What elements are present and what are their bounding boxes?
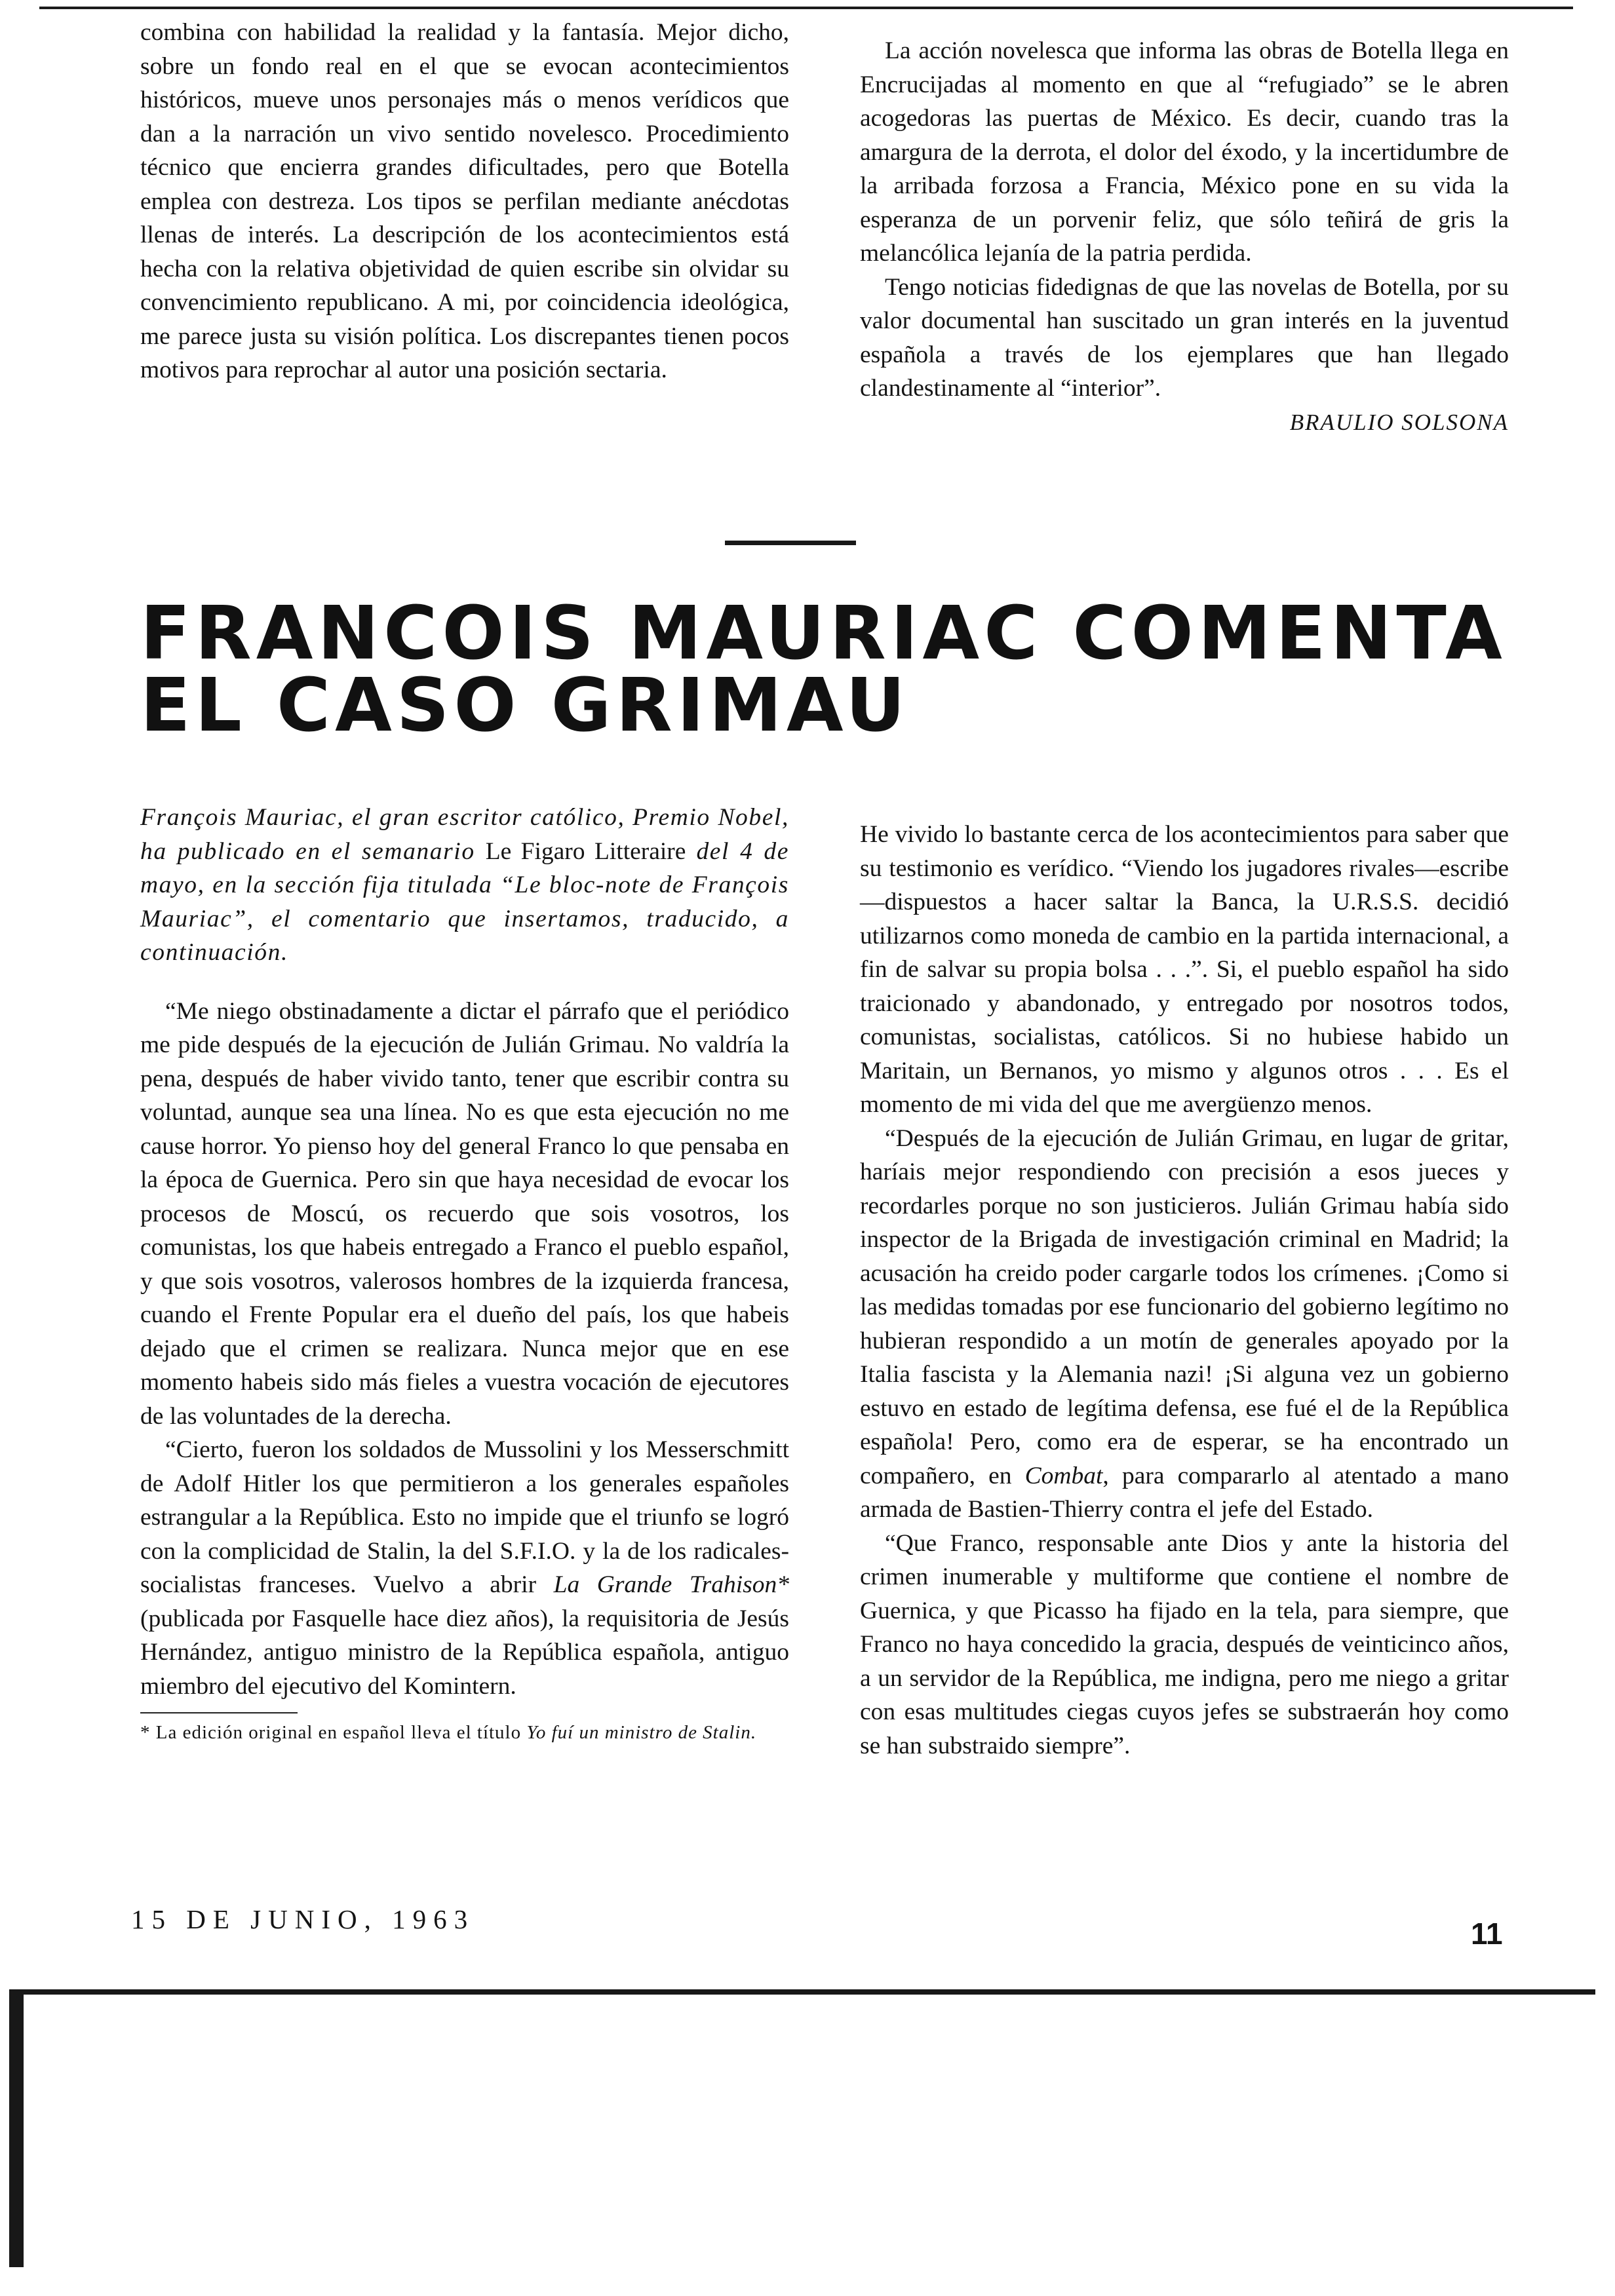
paragraph-text: (publicada por Fasquelle hace diez años), la requisitoria de Jesús Hernández, antiguo ministro de la República española, antiguo miembro del ejecutivo del Komintern. xyxy=(140,1605,789,1700)
paragraph: combina con habilidad la realidad y la fantasía. Mejor dicho, sobre un fondo real en el que se evocan acontecimientos históricos, mueve unos personajes más o menos verídicos que dan a la narración un vivo sentido novelesco. Procedimiento técnico que encierra grandes dificultades, pero que Botella emplea con destreza. Los tipos se perfilan mediante anécdotas llenas de interés. La descripción de los acontecimientos está hecha con la relativa objetividad de quien escribe sin olvidar su convencimiento republicano. A mi, por coincidencia ideológica, me parece justa su visión política. Los discrepantes tienen pocos motivos para reprochar al autor una posición sectaria. xyxy=(140,19,789,383)
footnote-book-title: Yo fuí un ministro de Stalin. xyxy=(526,1722,757,1743)
paragraph: La acción novelesca que informa las obras de Botella llega en Encrucijadas al momento en que al “refugiado” se le abren acogedoras las puertas de México. Es decir, cuando tras la amargura de la derrota, el dolor del éxodo, y la incertidumbre de la arribada forzosa a Francia, México pone en su vida la esperanza de un porvenir feliz, que sólo teñirá de gris la melancólica lejanía de la patria perdida. xyxy=(860,37,1509,267)
top-rule xyxy=(39,7,1573,9)
paragraph: “Me niego obstinadamente a dictar el párrafo que el periódico me pide después de la ejecución de Julián Grimau. No valdría la pena, después de haber vivido tanto, tener que escribir contra su voluntad, aunque sea una línea. No es que esta ejecución no me cause horror. Yo pienso hoy del general Franco lo que pensaba en la época de Guernica. Pero sin que haya necesidad de evocar los procesos de Moscú, os recuerdo que sois vosotros, los comunistas, los que habeis entregado a Franco el pueblo español, y que sois vosotros, valerosos hombres de la izquierda francesa, cuando el Frente Popular era el dueño del país, los que habeis dejado que el crimen se realizara. Nunca mejor que en ese momento habeis sido más fieles a vuestra vocación de ejecutores de las voluntades de la derecha. xyxy=(140,997,789,1430)
intro-text: François Mauriac, el gran escritor católico, Premio Nobel, ha publicado en el semanario xyxy=(140,804,789,865)
paragraph: He vivido lo bastante cerca de los acontecimientos para saber que su testimonio es verídico. “Viendo los jugadores rivales—escribe—dispuestos a hacer saltar la Banca, la U.R.S.S. decidió utilizarnos como moneda de cambio en la partida internacional, a fin de salvar su propia bolsa . . .”. Si, el pueblo español ha sido traicionado y abandonado, y entregado por nosotros todos, comunistas, socialistas, católicos. Si no hubiese habido un Maritain, un Bernanos, yo mismo y algunos otros . . . Es el momento de mi vida del que me avergüenzo menos. xyxy=(860,821,1509,1118)
page-number: 11 xyxy=(1471,1917,1503,1951)
paragraph: “Que Franco, responsable ante Dios y ante la historia del crimen inumerable y multiforme que contiene el nombre de Guernica, y que Picasso ha fijado en la tela, para siempre, que Franco no haya concedido la gracia, después de veinticinco años, a un servidor de la República, me indigna, pero me niego a gritar con esas multitudes ciegas cuyos jefes se substraerán hoy como se han substraido siempre”. xyxy=(860,1529,1509,1759)
headline-line-1: FRANCOIS MAURIAC COMENTA xyxy=(140,591,1507,676)
headline-line-2: EL CASO GRIMAU xyxy=(140,663,910,748)
newspaper-name: Combat xyxy=(1024,1462,1103,1489)
intro-text: del 4 de mayo, en la sección fija titulada “Le bloc-note de François Mauriac”, el comentario que insertamos, traducido, a continuación. xyxy=(140,837,790,966)
issue-date: 15 DE JUNIO, 1963 xyxy=(131,1904,475,1934)
author-signature: BRAULIO SOLSONA xyxy=(1289,409,1509,435)
paragraph-text: “Cierto, fueron los soldados de Mussolini y los Messerschmitt de Adolf Hitler los que permitieron a los generales españoles estrangular a la República. Esto no impide que el triunfo se logró con la complicidad de Stalin, la del S.F.I.O. y la de los radicales-socialistas franceses. Vuelvo a abrir xyxy=(140,1436,789,1598)
bottom-edge-mark xyxy=(9,1992,24,2267)
bottom-rule xyxy=(9,1989,1595,1995)
footnote xyxy=(140,1720,789,1745)
paragraph xyxy=(860,1122,1509,1527)
column-top-left xyxy=(140,16,789,387)
paragraph-text: “Después de la ejecución de Julián Grimau, en lugar de gritar, haríais mejor respondiendo con precisión a esos jueces y recordarles porque no son justicieros. Julián Grimau había sido inspector de la Brigada de investigación criminal en Madrid; la acusación ha creido poder cargarle todos los crímenes. ¡Como si las medidas tomadas por ese funcionario del gobierno legítimo no hubieran respondido a un motín de generales apoyado por la Italia fascista y la Alemania nazi! ¡Si alguna vez un gobierno estuvo en estado de legítima defensa, ese fué el de la República española! Pero, como era de esperar, se ha encontrado un compañero, en xyxy=(860,1124,1509,1489)
paragraph: Tengo noticias fidedignas de que las novelas de Botella, por su valor documental han suscitado un gran interés en la juventud española a través de los ejemplares que han llegado clandestinamente al “interior”. xyxy=(860,273,1509,402)
column-left xyxy=(140,801,789,1745)
footnote-text: * La edición original en español lleva el título xyxy=(140,1722,527,1743)
book-title: La Grande Trahison* xyxy=(553,1571,789,1598)
column-right xyxy=(860,818,1509,1763)
section-divider xyxy=(725,541,856,545)
journal-name: Le Figaro Litteraire xyxy=(485,837,686,865)
paragraph-text: , para compararlo al atentado a mano armada de Bastien-Thierry contra el jefe del Estado. xyxy=(860,1462,1509,1523)
intro-paragraph xyxy=(140,801,789,970)
footnote-rule xyxy=(140,1712,298,1713)
article-headline xyxy=(140,591,1582,748)
column-top-right xyxy=(860,34,1509,439)
paragraph xyxy=(140,1433,789,1703)
